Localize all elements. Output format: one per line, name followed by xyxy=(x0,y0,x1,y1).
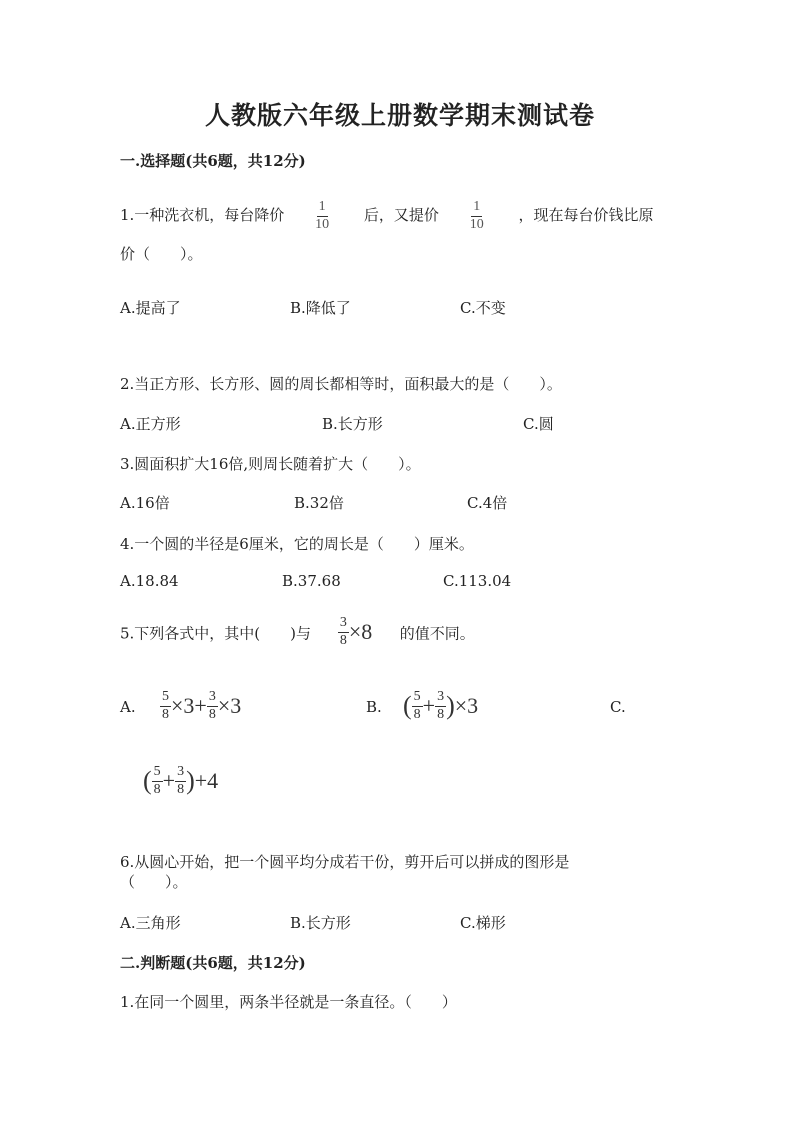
fraction-numerator: 5 xyxy=(152,765,163,782)
open-paren: ( xyxy=(403,691,412,721)
fraction-numerator: 3 xyxy=(175,765,186,782)
option-c[interactable]: C.4倍 xyxy=(467,494,508,512)
fraction-five-eighths xyxy=(412,690,423,722)
fraction-denominator: 8 xyxy=(208,706,216,722)
fraction-numerator: 3 xyxy=(338,616,349,633)
fraction-denominator: 8 xyxy=(339,632,347,648)
fraction-denominator: 8 xyxy=(177,781,185,797)
option-a[interactable]: A.提高了 xyxy=(120,299,181,317)
question-1-middle: 后，又提价 xyxy=(363,206,439,225)
option-c[interactable]: C.圆 xyxy=(523,415,554,433)
fraction-five-eighths xyxy=(160,690,171,722)
question-6-stem: 6.从圆心开始，把一个圆平均分成若干份，剪开后可以拼成的图形是 xyxy=(120,853,570,871)
fraction-three-eighths xyxy=(207,690,218,722)
plus-sign: + xyxy=(162,768,176,794)
fraction-denominator: 8 xyxy=(413,706,421,722)
judgement-1-stem: 1.在同一个圆里，两条半径就是一条直径。（ ） xyxy=(120,993,457,1011)
fraction-three-eighths xyxy=(435,690,446,722)
question-6-line2: （ ）。 xyxy=(120,873,188,891)
fraction-denominator: 10 xyxy=(315,216,330,232)
option-c[interactable]: C.不变 xyxy=(460,299,506,317)
section-heading-judgement: 二.判断题(共6题，共12分) xyxy=(120,954,306,972)
option-a[interactable]: A.16倍 xyxy=(120,494,170,512)
question-1-prefix: 1.一种洗衣机，每台降价 xyxy=(120,206,285,225)
plus-sign: + xyxy=(422,693,436,719)
option-c-label[interactable]: C. xyxy=(610,698,626,716)
expression-three-eighths-times-eight xyxy=(338,615,378,648)
fraction-denominator: 10 xyxy=(469,216,484,232)
fraction-denominator: 8 xyxy=(153,781,161,797)
option-b[interactable]: B.降低了 xyxy=(290,299,351,317)
fraction-numerator: 3 xyxy=(435,690,446,707)
question-1-stem xyxy=(120,200,653,232)
option-a[interactable]: A.正方形 xyxy=(120,415,181,433)
fraction-numerator: 5 xyxy=(160,690,171,707)
fraction-denominator: 8 xyxy=(162,706,169,722)
fraction-three-eighths xyxy=(338,616,349,648)
question-1-line2: 价（ ）。 xyxy=(120,245,203,263)
option-a[interactable]: A.三角形 xyxy=(120,914,181,932)
close-paren: ) xyxy=(186,766,195,796)
fraction-five-eighths xyxy=(152,765,163,797)
fraction-denominator: 8 xyxy=(437,706,445,722)
option-c[interactable]: C.113.04 xyxy=(443,572,512,590)
fraction-numerator: 1 xyxy=(471,200,482,217)
question-5-suffix: 的值不同。 xyxy=(399,624,475,643)
expression-tail: +4 xyxy=(194,768,219,794)
question-3-stem: 3.圆面积扩大16倍,则周长随着扩大（ ）。 xyxy=(120,455,421,473)
open-paren: ( xyxy=(143,766,152,796)
section-heading-choice: 一.选择题(共6题，共12分) xyxy=(120,152,306,170)
fraction-numerator: 3 xyxy=(207,690,218,707)
expression-tail: ×3 xyxy=(454,693,479,719)
fraction-numerator: 5 xyxy=(412,690,423,707)
question-5-stem xyxy=(120,616,475,648)
option-b[interactable]: B.长方形 xyxy=(290,914,351,932)
expression-operator: ×3+ xyxy=(171,693,207,719)
option-b-expression[interactable] xyxy=(403,690,478,722)
option-a-expression[interactable] xyxy=(160,690,241,722)
option-a[interactable]: A.18.84 xyxy=(120,572,179,590)
question-5-prefix: 5.下列各式中，其中( )与 xyxy=(120,624,312,643)
fraction-numerator: 1 xyxy=(317,200,328,217)
question-2-stem: 2.当正方形、长方形、圆的周长都相等时，面积最大的是（ ）。 xyxy=(120,375,562,393)
option-a-label[interactable]: A. xyxy=(120,698,136,716)
close-paren: ) xyxy=(446,691,455,721)
option-b-label[interactable]: B. xyxy=(366,698,382,716)
page-title: 人教版六年级上册数学期末测试卷 xyxy=(204,101,595,130)
option-b[interactable]: B.长方形 xyxy=(322,415,383,433)
fraction-three-eighths xyxy=(175,765,186,797)
question-4-stem: 4.一个圆的半径是6厘米，它的周长是（ ）厘米。 xyxy=(120,535,474,553)
expression-tail: ×3 xyxy=(217,693,242,719)
option-c[interactable]: C.梯形 xyxy=(460,914,506,932)
option-b[interactable]: B.37.68 xyxy=(282,572,341,590)
fraction-one-tenth xyxy=(313,200,331,232)
question-1-suffix: ，现在每台价钱比原 xyxy=(518,206,654,225)
option-c-expression[interactable] xyxy=(143,765,218,797)
fraction-one-tenth xyxy=(468,200,486,232)
option-b[interactable]: B.32倍 xyxy=(294,494,344,512)
expression-rest: ×8 xyxy=(348,619,373,645)
